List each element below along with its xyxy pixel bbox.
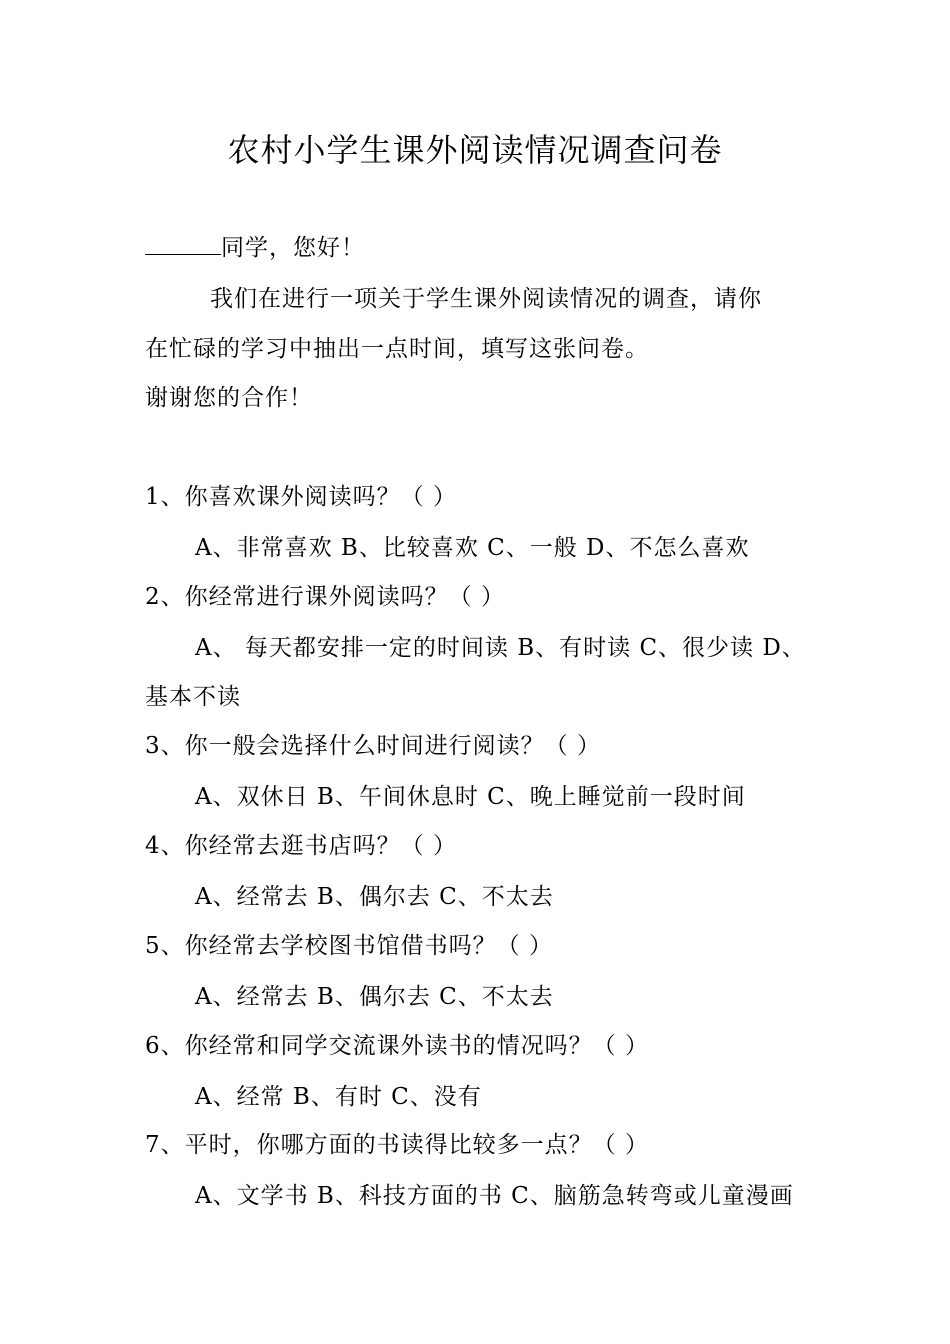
question-1: 1、你喜欢课外阅读吗？（ ）: [145, 484, 457, 510]
question-2-options: A、 每天都安排一定的时间读 B、有时读 C、很少读 D、: [195, 635, 806, 661]
question-5-options: A、经常去 B、偶尔去 C、不太去: [195, 984, 554, 1010]
question-6: 6、你经常和同学交流课外读书的情况吗？（ ）: [145, 1033, 649, 1059]
intro-line-2: 在忙碌的学习中抽出一点时间，填写这张问卷。: [145, 336, 649, 362]
greeting-line: [145, 232, 365, 264]
intro-line-1: 我们在进行一项关于学生课外阅读情况的调查，请你: [210, 286, 762, 312]
question-1-options: A、非常喜欢 B、比较喜欢 C、一般 D、不怎么喜欢: [195, 535, 750, 561]
question-4-options: A、经常去 B、偶尔去 C、不太去: [195, 884, 554, 910]
name-blank[interactable]: [145, 232, 221, 255]
thanks-line: 谢谢您的合作！: [145, 385, 313, 411]
question-2: 2、你经常进行课外阅读吗？（ ）: [145, 584, 505, 610]
question-3-options: A、双休日 B、午间休息时 C、晚上睡觉前一段时间: [195, 784, 746, 810]
page-title: 农村小学生课外阅读情况调查问卷: [227, 131, 723, 169]
question-2-options-cont: 基本不读: [145, 684, 241, 710]
question-7: 7、平时，你哪方面的书读得比较多一点？（ ）: [145, 1132, 649, 1158]
question-7-options: A、文学书 B、科技方面的书 C、脑筋急转弯或儿童漫画: [195, 1183, 794, 1209]
greeting-text: 同学，您好！: [221, 235, 365, 261]
question-3: 3、你一般会选择什么时间进行阅读？（ ）: [145, 733, 601, 759]
question-4: 4、你经常去逛书店吗？（ ）: [145, 833, 457, 859]
question-5: 5、你经常去学校图书馆借书吗？（ ）: [145, 933, 553, 959]
question-6-options: A、经常 B、有时 C、没有: [195, 1084, 482, 1110]
